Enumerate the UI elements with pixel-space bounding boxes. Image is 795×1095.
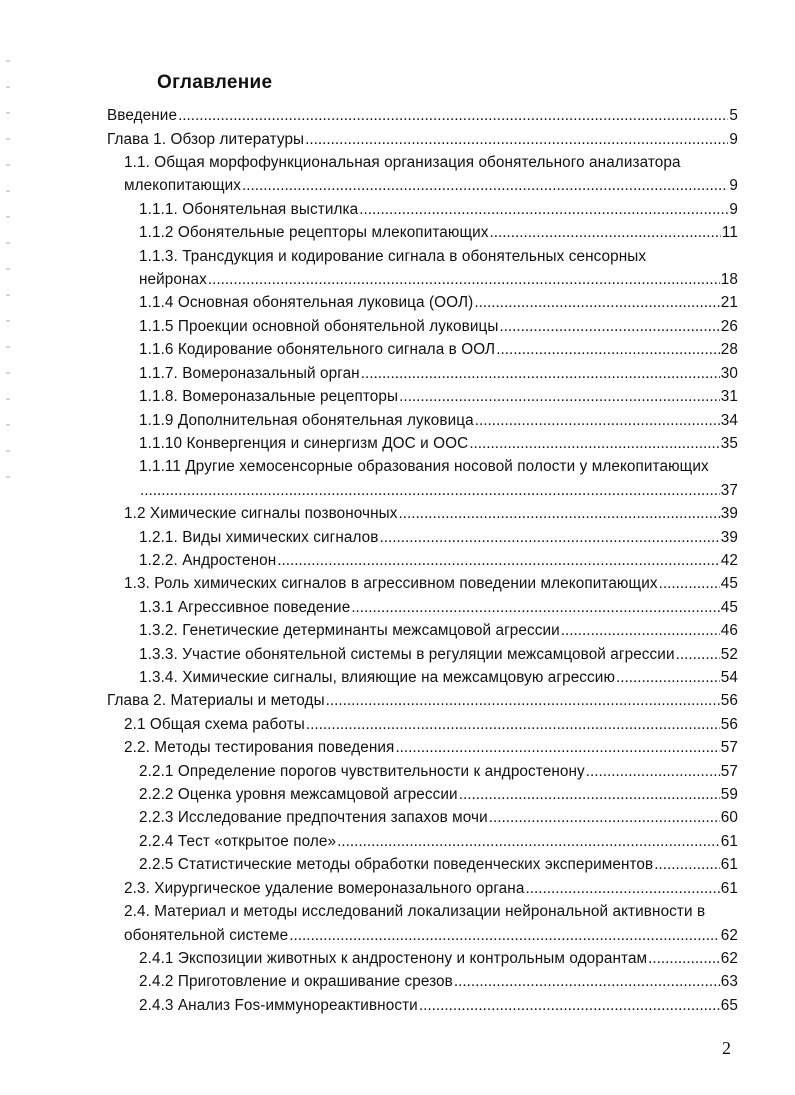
dot-leader — [178, 104, 728, 128]
toc-entry-title-line1[interactable]: 1.1. Общая морфофункциональная организация обонятельного анализатора — [124, 154, 681, 171]
toc-entry[interactable] — [139, 947, 738, 971]
toc-entry-title: 1.2.2. Андростенон — [139, 552, 277, 569]
toc-entry-page: 61 — [720, 856, 738, 873]
toc-entry[interactable] — [139, 221, 738, 245]
toc-entry[interactable] — [107, 689, 738, 713]
toc-entry[interactable] — [124, 502, 738, 526]
toc-entry-page: 61 — [720, 880, 738, 897]
dot-leader — [306, 713, 720, 737]
toc-entry-page: 65 — [720, 997, 738, 1014]
toc-entry-page: 28 — [720, 341, 738, 358]
toc-entry-page: 62 — [720, 950, 738, 967]
toc-entry-page: 45 — [720, 599, 738, 616]
toc-entry-page: 26 — [720, 318, 738, 335]
page-number: 2 — [722, 1038, 731, 1058]
dot-leader — [277, 549, 719, 573]
toc-entry[interactable] — [139, 385, 738, 409]
dot-leader — [489, 806, 720, 830]
dot-leader — [351, 596, 719, 620]
toc-entry[interactable] — [139, 291, 738, 315]
toc-entry-page: 39 — [720, 505, 738, 522]
toc-entry-page: 60 — [720, 809, 738, 826]
dot-leader — [659, 572, 720, 596]
toc-entry[interactable] — [124, 572, 738, 596]
dot-leader — [380, 526, 720, 550]
toc-entry-page: 46 — [720, 622, 738, 639]
toc-entry[interactable] — [139, 783, 738, 807]
dot-leader — [499, 315, 719, 339]
toc-entry-title: 2.4.1 Экспозиции животных к андростенону и контрольным одорантам — [139, 950, 648, 967]
dot-leader — [399, 385, 720, 409]
toc-entry[interactable] — [139, 479, 738, 503]
toc-entry-page: 18 — [720, 271, 738, 288]
toc-entry-title: 2.3. Хирургическое удаление вомероназального органа — [124, 880, 525, 897]
toc-entry-title: 2.4.3 Анализ Fos-иммунореактивности — [139, 997, 418, 1014]
dot-leader — [454, 970, 720, 994]
toc-entry[interactable] — [107, 128, 738, 152]
dot-leader — [208, 268, 720, 292]
toc-entry-title: 1.1.5 Проекции основной обонятельной луковицы — [139, 318, 499, 335]
toc-entry-page: 30 — [720, 365, 738, 382]
toc-entry-page: 56 — [720, 692, 738, 709]
dot-leader — [242, 174, 728, 198]
toc-entry[interactable] — [124, 877, 738, 901]
toc-entry-page: 9 — [729, 177, 738, 194]
dot-leader — [419, 994, 720, 1018]
toc-entry-page: 42 — [720, 552, 738, 569]
toc-entry-title: Глава 1. Обзор литературы — [107, 131, 305, 148]
toc-entry-page: 21 — [720, 294, 738, 311]
toc-entry[interactable] — [139, 994, 738, 1018]
toc-entry[interactable] — [139, 830, 738, 854]
toc-entry-title: 1.3.2. Генетические детерминанты межсамцовой агрессии — [139, 622, 560, 639]
toc-entry-title: Введение — [107, 107, 178, 124]
toc-entry[interactable] — [124, 924, 738, 948]
toc-entry[interactable] — [139, 596, 738, 620]
toc-entry-title: 2.1 Общая схема работы — [124, 716, 305, 733]
toc-entry-title: 1.1.7. Вомероназальный орган — [139, 365, 360, 382]
toc-entry-page: 61 — [720, 833, 738, 850]
toc-entry[interactable] — [124, 174, 738, 198]
toc-entry-title: 1.2.1. Виды химических сигналов — [139, 529, 379, 546]
toc-entry-title: 1.3.3. Участие обонятельной системы в регуляции межсамцовой агрессии — [139, 646, 675, 663]
toc-entry[interactable] — [139, 806, 738, 830]
dot-leader — [648, 947, 720, 971]
toc-entry[interactable] — [139, 526, 738, 550]
toc-entry-title: 2.2.5 Статистические методы обработки поведенческих экспериментов — [139, 856, 654, 873]
toc-entry-title: 2.2.2 Оценка уровня межсамцовой агрессии — [139, 786, 458, 803]
toc-entry-page: 37 — [720, 482, 738, 499]
toc-entry-page: 63 — [720, 973, 738, 990]
dot-leader — [561, 619, 720, 643]
toc-entry-page: 52 — [720, 646, 738, 663]
dot-leader — [586, 760, 720, 784]
toc-entry-title: 1.1.4 Основная обонятельная луковица (ООЛ) — [139, 294, 474, 311]
page-title: Оглавление — [157, 72, 273, 93]
toc-entry-title: 1.1.2 Обонятельные рецепторы млекопитающих — [139, 224, 489, 241]
dot-leader — [337, 830, 720, 854]
dot-leader — [305, 128, 728, 152]
toc-entry-title-line2: нейронах — [139, 271, 207, 288]
toc-entry-page: 39 — [720, 529, 738, 546]
dot-leader — [496, 338, 720, 362]
toc-entry[interactable] — [139, 338, 738, 362]
toc-entry[interactable] — [139, 666, 738, 690]
dot-leader — [459, 783, 720, 807]
toc-entry[interactable] — [139, 432, 738, 456]
dot-leader — [616, 666, 720, 690]
toc-entry-page: 35 — [720, 435, 738, 452]
toc-entry-title: 1.1.6 Кодирование обонятельного сигнала в ООЛ — [139, 341, 496, 358]
toc-entry-page: 45 — [720, 575, 738, 592]
toc-entry-title: 1.1.10 Конвергенция и синергизм ДОС и ООС — [139, 435, 469, 452]
toc-entry-page: 9 — [729, 131, 738, 148]
toc-entry-page: 9 — [729, 201, 738, 218]
toc-entry-title-line1[interactable]: 2.4. Материал и методы исследований локализации нейрональной активности в — [124, 903, 706, 920]
toc-entry-title: 2.2. Методы тестирования поведения — [124, 739, 395, 756]
toc-entry-page: 59 — [720, 786, 738, 803]
dot-leader — [361, 362, 720, 386]
dot-leader — [469, 432, 719, 456]
toc-entry[interactable] — [124, 736, 738, 760]
toc-entry[interactable] — [139, 619, 738, 643]
toc-entry-title: 1.3.4. Химические сигналы, влияющие на межсамцовую агрессию — [139, 669, 616, 686]
dot-leader — [289, 924, 720, 948]
toc-entry[interactable] — [139, 409, 738, 433]
toc-entry-page: 11 — [721, 224, 738, 241]
toc-entry-title: 1.3. Роль химических сигналов в агрессивном поведении млекопитающих — [124, 575, 658, 592]
toc-entry[interactable] — [139, 760, 738, 784]
toc-entry[interactable] — [139, 198, 738, 222]
toc-entry-page: 34 — [720, 412, 738, 429]
toc-entry-page: 54 — [720, 669, 738, 686]
toc-entry[interactable] — [139, 362, 738, 386]
dot-leader — [140, 479, 720, 503]
toc-entry-page: 56 — [720, 716, 738, 733]
toc-entry[interactable] — [107, 104, 738, 128]
toc-entry[interactable] — [139, 549, 738, 573]
dot-leader — [395, 736, 719, 760]
toc-entry[interactable] — [139, 315, 738, 339]
toc-entry[interactable] — [139, 643, 738, 667]
toc-entry-page: 5 — [729, 107, 738, 124]
toc-entry[interactable] — [139, 853, 738, 877]
dot-leader — [475, 409, 720, 433]
toc-entry-page: 62 — [720, 927, 738, 944]
toc-entry-title: 1.3.1 Агрессивное поведение — [139, 599, 351, 616]
toc-entry[interactable] — [124, 713, 738, 737]
toc-entry-title-line2: млекопитающих — [124, 177, 242, 194]
dot-leader — [399, 502, 720, 526]
toc-entry-title-line1[interactable]: 1.1.11 Другие хемосенсорные образования носовой полости у млекопитающих — [139, 458, 709, 475]
toc-entry-title-line2: обонятельной системе — [124, 927, 289, 944]
toc-entry-title: 2.2.1 Определение порогов чувствительности к андростенону — [139, 763, 585, 780]
toc-entry-page: 31 — [720, 388, 738, 405]
toc-entry-title: Глава 2. Материалы и методы — [107, 692, 325, 709]
toc-entry-title: 1.2 Химические сигналы позвоночных — [124, 505, 398, 522]
toc-entry-title: 2.4.2 Приготовление и окрашивание срезов — [139, 973, 453, 990]
dot-leader — [525, 877, 719, 901]
toc-entry[interactable] — [139, 268, 738, 292]
dot-leader — [490, 221, 721, 245]
dot-leader — [326, 689, 720, 713]
toc-entry[interactable] — [139, 970, 738, 994]
toc-entry-page: 57 — [720, 739, 738, 756]
dot-leader — [676, 643, 720, 667]
dot-leader — [654, 853, 720, 877]
toc-entry-page: 57 — [720, 763, 738, 780]
toc-entry-title: 2.2.3 Исследование предпочтения запахов мочи — [139, 809, 488, 826]
toc-entry-title: 1.1.1. Обонятельная выстилка — [139, 201, 359, 218]
toc-entry-title-line1[interactable]: 1.1.3. Трансдукция и кодирование сигнала в обонятельных сенсорных — [139, 248, 647, 265]
toc-entry-title: 1.1.9 Дополнительная обонятельная луковица — [139, 412, 474, 429]
dot-leader — [474, 291, 719, 315]
dot-leader — [359, 198, 728, 222]
toc-entry-title: 1.1.8. Вомероназальные рецепторы — [139, 388, 399, 405]
toc-entry-title: 2.2.4 Тест «открытое поле» — [139, 833, 337, 850]
